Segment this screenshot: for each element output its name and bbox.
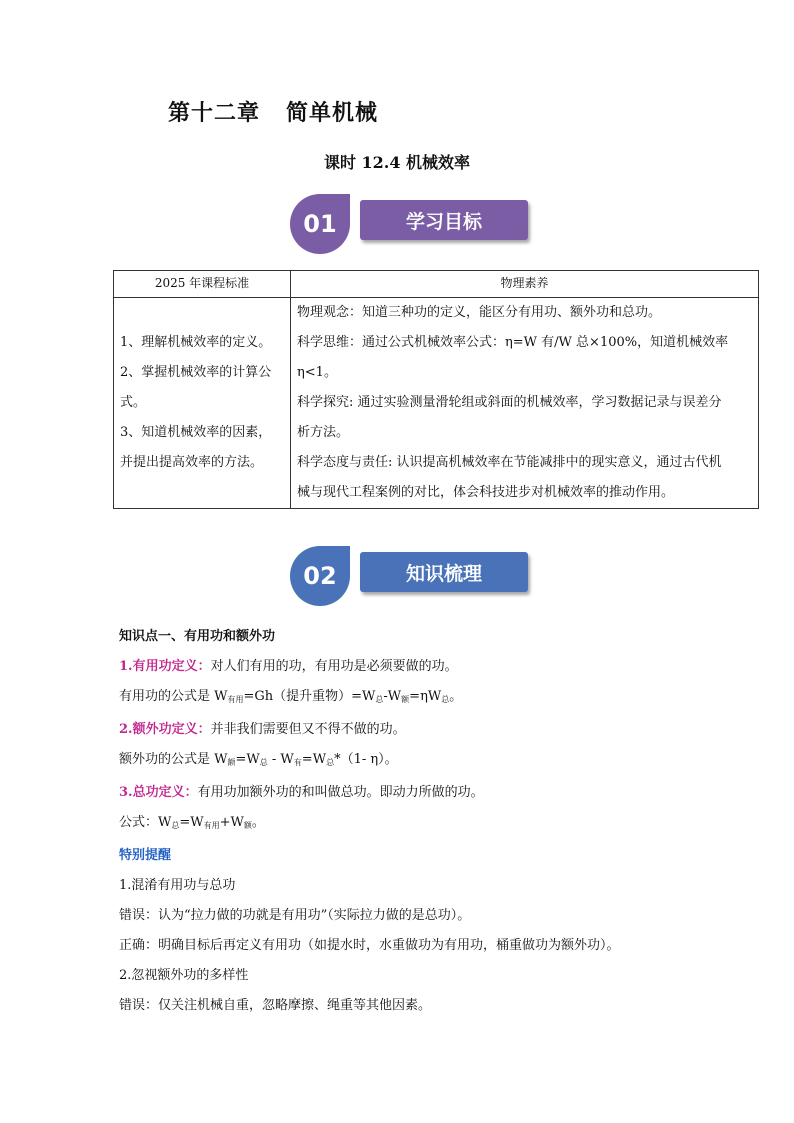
formula-part: =W: [179, 815, 204, 830]
literacy-line: 物理观念：知道三种功的定义，能区分有用功、额外功和总功。: [297, 305, 662, 320]
literacy-line: η<1。: [297, 365, 337, 380]
total-definition: [119, 778, 759, 808]
banner-number: 01: [303, 210, 337, 238]
subscript: 有: [293, 758, 302, 767]
literacy-line: 械与现代工程案例的对比，体会科技进步对机械效率的推动作用。: [297, 485, 675, 500]
subscript: 额: [243, 821, 252, 830]
formula-part: +W: [219, 815, 244, 830]
goals-table: [113, 270, 759, 509]
subscript: 总: [259, 758, 268, 767]
table-header-standard: 2025 年课程标准: [114, 271, 291, 298]
standard-line: 2、掌握机械效率的计算公: [120, 365, 272, 380]
formula-part: =ηW: [409, 689, 442, 704]
subscript: 总: [171, 821, 180, 830]
banner-label: 知识梳理: [360, 552, 528, 592]
formula-part: *（1- η）。: [334, 752, 398, 767]
standard-line: 3、知道机械效率的因素，: [120, 425, 272, 440]
literacy-line: 析方法。: [297, 425, 350, 440]
knowledge-content: [119, 622, 759, 1021]
formula-part: =Gh（提升重物）=W: [243, 689, 376, 704]
tip-line: 错误：认为“拉力做的功就是有用功”（实际拉力做的是总功）。: [119, 908, 471, 923]
lesson-title: 课时 12.4 机械效率: [323, 153, 471, 172]
table-header-literacy: 物理素养: [291, 271, 759, 298]
standard-line: 式。: [120, 395, 147, 410]
tips-title: 特别提醒: [119, 848, 172, 863]
literacy-line: 科学探究: 通过实验测量滑轮组或斜面的机械效率，学习数据记录与误差分: [297, 395, 722, 410]
subscript: 有用: [227, 695, 244, 704]
formula-part: - W: [267, 752, 294, 767]
literacy-cell: [291, 298, 759, 509]
banner-learning-goals: [288, 192, 532, 256]
formula-part: 。: [449, 689, 463, 704]
formula-part: 有用功的公式是 W: [119, 689, 228, 704]
subscript: 总: [441, 695, 450, 704]
extra-formula: [119, 745, 759, 778]
banner-label: 学习目标: [360, 200, 528, 240]
definition-text: 有用功加额外功的和叫做总功。即动力所做的功。: [197, 785, 484, 800]
useful-formula: [119, 682, 759, 715]
table-header-row: [114, 271, 759, 298]
standard-line: 并提出提高效率的方法。: [120, 455, 264, 470]
literacy-line: 科学思维：通过公式机械效率公式：η=W 有/W 总×100%，知道机械效率: [297, 335, 729, 350]
formula-part: 额外功的公式是 W: [119, 752, 228, 767]
extra-definition: [119, 715, 759, 745]
banner-knowledge-summary: [288, 544, 532, 608]
definition-text: 对人们有用的功，有用功是必须要做的功。: [210, 659, 458, 674]
formula-part: =W: [235, 752, 260, 767]
chapter-title: 第十二章 简单机械: [168, 101, 378, 126]
formula-part: =W: [301, 752, 327, 767]
standards-cell: [114, 298, 291, 509]
definition-text: 并非我们需要但又不得不做的功。: [210, 722, 406, 737]
tip-line: 错误：仅关注机械自重，忽略摩擦、绳重等其他因素。: [119, 998, 432, 1013]
formula-part: -W: [383, 689, 402, 704]
definition-label: 3.总功定义：: [119, 785, 198, 800]
tip-line: 正确：明确目标后再定义有用功（如提水时，水重做功为有用功，桶重做功为额外功）。: [119, 938, 620, 953]
definition-label: 1.有用功定义：: [119, 659, 211, 674]
table-row: [114, 298, 759, 509]
standard-line: 1、理解机械效率的定义。: [120, 335, 272, 350]
literacy-line: 科学态度与责任: 认识提高机械效率在节能减排中的现实意义，通过古代机: [297, 455, 722, 470]
section-title: 知识点一、有用功和额外功: [119, 629, 276, 644]
formula-part: 。: [251, 815, 265, 830]
definition-label: 2.额外功定义：: [119, 722, 211, 737]
total-formula: [119, 808, 759, 841]
useful-definition: [119, 652, 759, 682]
formula-part: 公式：W: [119, 815, 172, 830]
banner-number: 02: [303, 562, 337, 590]
subscript: 有用: [203, 821, 220, 830]
tip-line: 1.混淆有用功与总功: [119, 878, 236, 893]
subscript: 额: [401, 695, 410, 704]
subscript: 总: [375, 695, 384, 704]
tip-line: 2.忽视额外功的多样性: [119, 968, 249, 983]
subscript: 额: [227, 758, 236, 767]
subscript: 总: [326, 758, 335, 767]
